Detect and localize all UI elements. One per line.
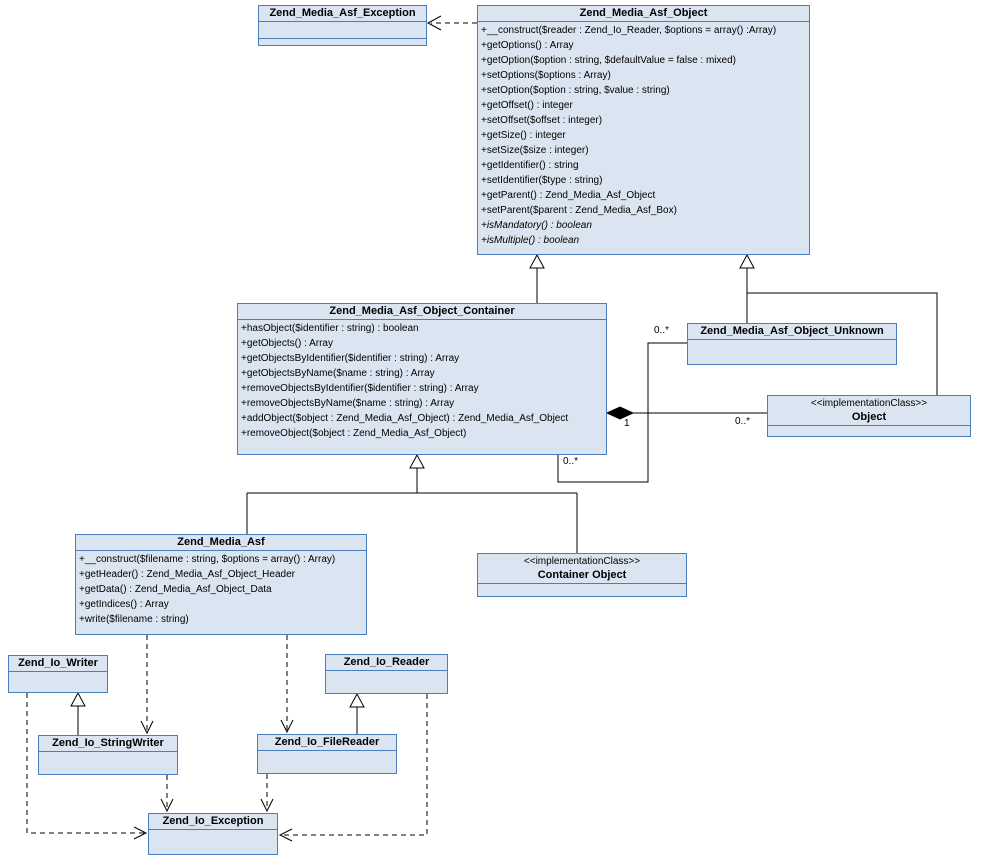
method-item: +hasObject($identifier : string) : boolean xyxy=(241,323,419,334)
method-item: +getData() : Zend_Media_Asf_Object_Data xyxy=(79,584,272,595)
method-item: +__construct($reader : Zend_Io_Reader, $options = array() :Array) xyxy=(481,25,777,36)
stereotype-label: <<implementationClass>> xyxy=(810,398,928,409)
class-title: Zend_Io_Exception xyxy=(149,814,277,830)
method-item: +getIndices() : Array xyxy=(79,599,169,610)
operations-compartment xyxy=(768,426,970,436)
stereotype-label: <<implementationClass>> xyxy=(523,556,641,567)
class-title: Zend_Media_Asf_Object xyxy=(478,6,809,22)
method-item: +setIdentifier($type : string) xyxy=(481,175,603,186)
operations-compartment xyxy=(478,22,809,254)
method-item: +setOffset($offset : integer) xyxy=(481,115,603,126)
class-object-implementation[interactable] xyxy=(767,395,971,437)
method-item: +addObject($object : Zend_Media_Asf_Object) : Zend_Media_Asf_Object xyxy=(241,413,569,424)
operations-compartment xyxy=(258,751,396,773)
method-item: +getObjectsByName($name : string) : Array xyxy=(241,368,435,379)
class-title: Zend_Media_Asf_Object_Container xyxy=(238,304,606,320)
multiplicity-association-unknown-end: 0..* xyxy=(654,325,670,336)
multiplicity-composition-source: 1 xyxy=(624,418,630,429)
class-title: Zend_Io_StringWriter xyxy=(39,736,177,752)
class-zend-media-asf-object-container[interactable] xyxy=(237,303,607,455)
class-title: Zend_Media_Asf_Exception xyxy=(259,6,426,22)
operations-compartment xyxy=(259,39,426,45)
class-title: Zend_Media_Asf xyxy=(76,535,366,551)
operations-compartment xyxy=(238,320,606,454)
method-item: +getParent() : Zend_Media_Asf_Object xyxy=(481,190,656,201)
method-item: +isMultiple() : boolean xyxy=(481,235,580,246)
operations-compartment xyxy=(76,551,366,634)
operations-compartment xyxy=(688,340,896,364)
class-header xyxy=(478,554,686,584)
multiplicity-composition-target: 0..* xyxy=(735,416,751,427)
class-zend-media-asf-exception[interactable] xyxy=(258,5,427,46)
method-item: +removeObjectsByName($name : string) : Array xyxy=(241,398,455,409)
dependency-asf-to-stringwriter xyxy=(141,635,153,733)
method-item: +getHeader() : Zend_Media_Asf_Object_Header xyxy=(79,569,295,580)
operations-compartment xyxy=(326,671,447,693)
dependency-asf-to-filereader xyxy=(281,635,293,732)
method-item: +removeObject($object : Zend_Media_Asf_Object) xyxy=(241,428,467,439)
class-zend-media-asf-object-unknown[interactable] xyxy=(687,323,897,365)
class-container-object-implementation[interactable] xyxy=(477,553,687,597)
class-zend-io-writer[interactable] xyxy=(8,655,108,693)
method-item: +getIdentifier() : string xyxy=(481,160,579,171)
multiplicity-association-container-end: 0..* xyxy=(563,456,579,467)
method-item: +getObjectsByIdentifier($identifier : string) : Array xyxy=(241,353,460,364)
method-item: +setParent($parent : Zend_Media_Asf_Box) xyxy=(481,205,677,216)
method-item: +getObjects() : Array xyxy=(241,338,333,349)
class-title: Container Object xyxy=(537,569,627,581)
method-item: +getOptions() : Array xyxy=(481,40,574,51)
class-title: Zend_Io_Reader xyxy=(326,655,447,671)
method-item: +getSize() : integer xyxy=(481,130,566,141)
class-zend-media-asf[interactable] xyxy=(75,534,367,635)
class-zend-io-stringwriter[interactable] xyxy=(38,735,178,775)
method-item: +isMandatory() : boolean xyxy=(481,220,592,231)
class-zend-media-asf-object[interactable] xyxy=(477,5,810,255)
method-item: +setOption($option : string, $value : string) xyxy=(481,85,670,96)
method-item: +__construct($filename : string, $options = array() : Array) xyxy=(79,554,336,565)
method-item: +setSize($size : integer) xyxy=(481,145,589,156)
generalization-stringwriter-to-writer xyxy=(71,693,85,735)
operations-compartment xyxy=(478,584,686,596)
class-title: Zend_Media_Asf_Object_Unknown xyxy=(688,324,896,340)
method-item: +getOffset() : integer xyxy=(481,100,573,111)
class-zend-io-filereader[interactable] xyxy=(257,734,397,774)
generalization-container-to-asfobject xyxy=(530,255,544,303)
method-item: +getOption($option : string, $defaultValue = false : mixed) xyxy=(481,55,736,66)
class-zend-io-exception[interactable] xyxy=(148,813,278,855)
operations-compartment xyxy=(149,830,277,854)
operations-compartment xyxy=(39,752,177,774)
dependency-asfobject-to-asfexception xyxy=(428,16,477,30)
method-item: +removeObjectsByIdentifier($identifier : string) : Array xyxy=(241,383,479,394)
class-title: Zend_Io_Writer xyxy=(9,656,107,672)
dependency-stringwriter-to-ioexception xyxy=(161,775,173,811)
operations-compartment xyxy=(9,672,107,692)
method-item: +write($filename : string) xyxy=(79,614,189,625)
class-header xyxy=(768,396,970,426)
class-title: Zend_Io_FileReader xyxy=(258,735,396,751)
class-zend-io-reader[interactable] xyxy=(325,654,448,694)
dependency-filereader-to-ioexception xyxy=(261,774,273,811)
generalization-filereader-to-reader xyxy=(350,694,364,734)
method-item: +setOptions($options : Array) xyxy=(481,70,611,81)
attributes-compartment xyxy=(259,22,426,39)
class-title: Object xyxy=(851,411,887,423)
